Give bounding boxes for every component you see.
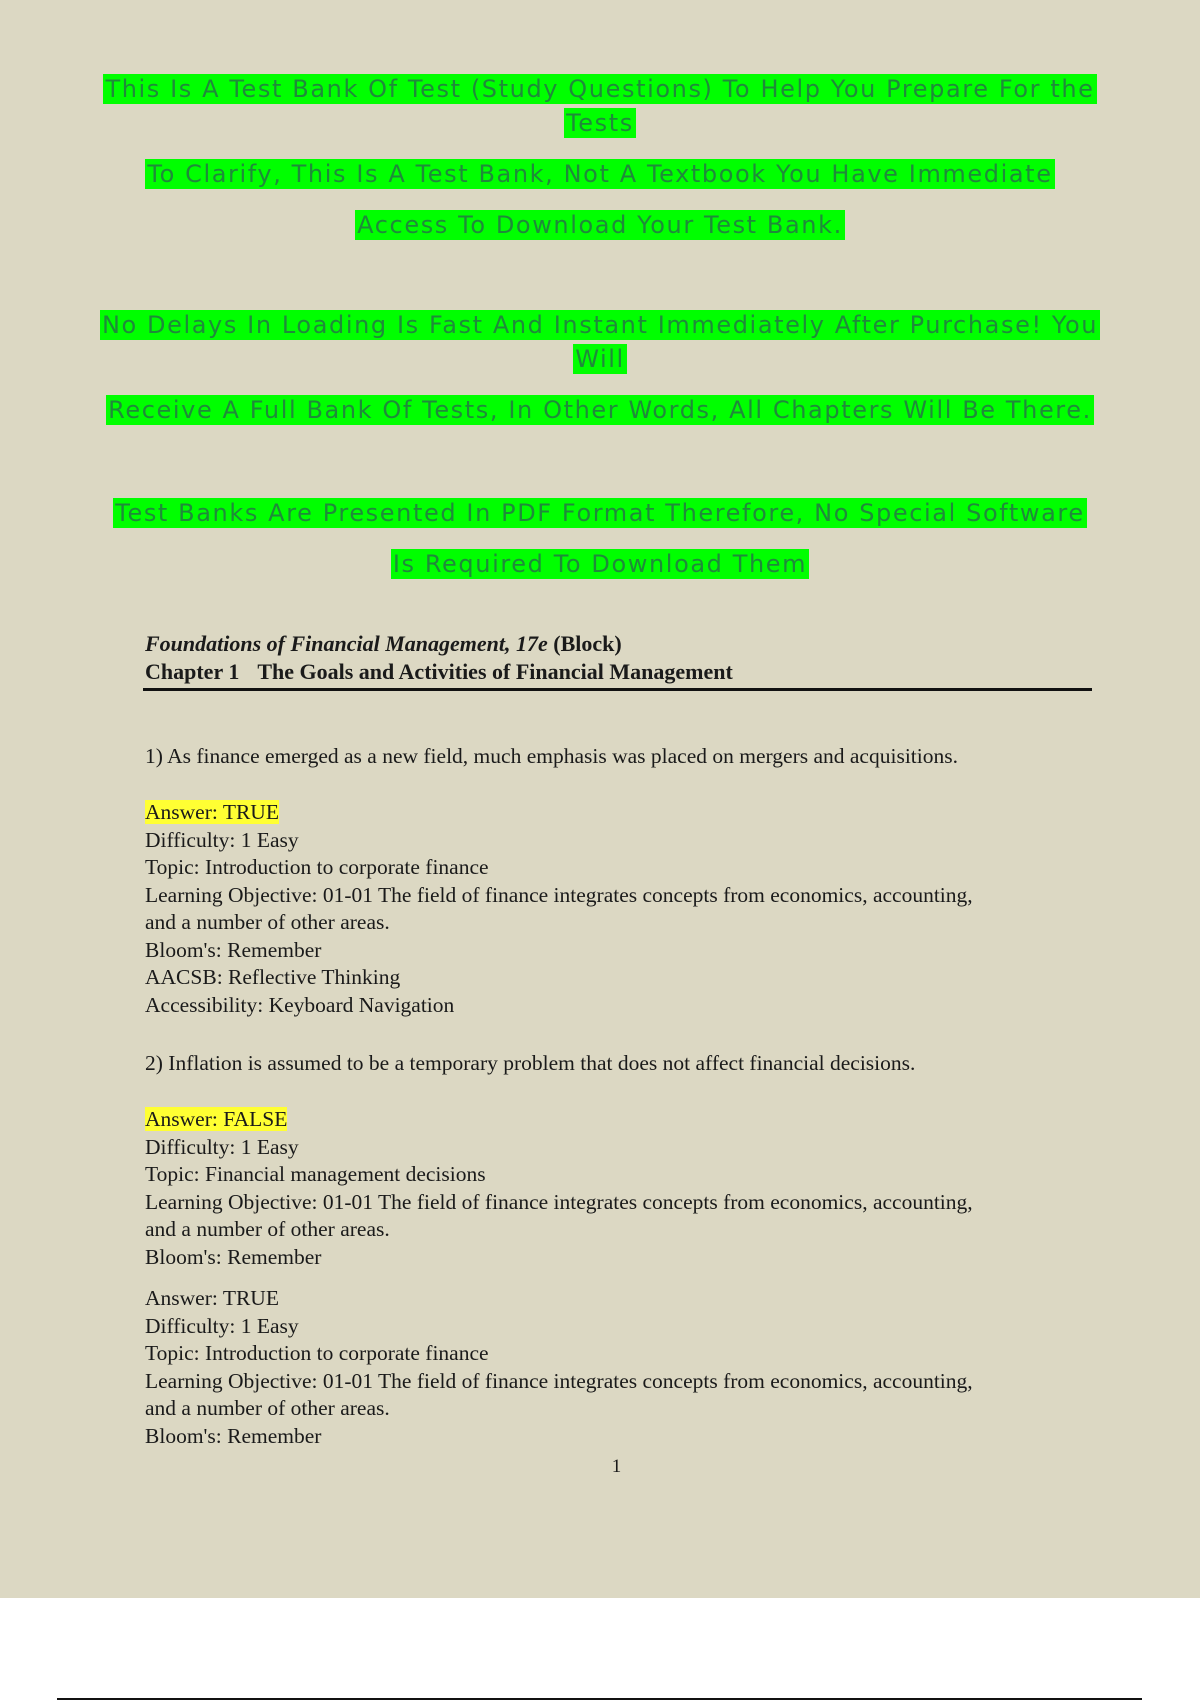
question-1 (145, 743, 1093, 771)
blooms: Bloom's: Remember (145, 937, 322, 962)
page-number: 1 (611, 1456, 622, 1477)
promo-line-5b: Is Required To Download Them (392, 550, 808, 578)
accessibility: Accessibility: Keyboard Navigation (145, 992, 455, 1017)
topic: Topic: Introduction to corporate finance (145, 1341, 489, 1365)
learning-objective-cont: and a number of other areas. (145, 1396, 390, 1420)
difficulty: Difficulty: 1 Easy (145, 827, 299, 852)
question-text: 2) Inflation is assumed to be a temporary problem that does not affect financial decisions. (145, 1051, 916, 1075)
learning-objective-cont: and a number of other areas. (145, 1217, 390, 1241)
promo-line-2b: Access To Download Your Test Bank. (357, 211, 843, 239)
learning-objective: Learning Objective: 01-01 The field of finance integrates concepts from economics, accounting, (145, 882, 973, 907)
question-text: 1) As finance emerged as a new field, much emphasis was placed on mergers and acquisitions. (145, 744, 958, 768)
promo-line-3b: Will (575, 345, 625, 373)
question-2-meta (145, 1106, 1093, 1271)
answer-label: Answer: FALSE (145, 1107, 288, 1131)
promo-line-5a: Test Banks Are Presented In PDF Format Therefore, No Special Software (115, 499, 1085, 527)
topic: Topic: Financial management decisions (145, 1162, 486, 1186)
blooms: Bloom's: Remember (145, 1423, 322, 1448)
book-header (145, 630, 1093, 685)
learning-objective: Learning Objective: 01-01 The field of finance integrates concepts from economics, accounting, (145, 1368, 973, 1393)
promo-line-1b: Tests (566, 109, 634, 137)
chapter-heading: Chapter 1 The Goals and Activities of Financial Management (145, 658, 733, 684)
header-divider (143, 688, 1092, 691)
learning-objective-cont: and a number of other areas. (145, 910, 390, 934)
question-1-meta (145, 799, 1093, 1019)
learning-objective: Learning Objective: 01-01 The field of finance integrates concepts from economics, accounting, (145, 1189, 973, 1214)
promo-line-1a: This Is A Test Bank Of Test (Study Questions) To Help You Prepare For the (105, 75, 1095, 103)
book-title: Foundations of Financial Management, 17e (Block) (145, 631, 622, 656)
answer-block-extra (145, 1285, 1093, 1450)
topic: Topic: Introduction to corporate finance (145, 855, 489, 879)
blooms: Bloom's: Remember (145, 1244, 322, 1269)
answer-label: Answer: TRUE (145, 1286, 279, 1310)
difficulty: Difficulty: 1 Easy (145, 1313, 299, 1338)
promo-line-3a: No Delays In Loading Is Fast And Instant Immediately After Purchase! You (101, 311, 1099, 339)
promo-line-2a: To Clarify, This Is A Test Bank, Not A Textbook You Have Immediate (147, 160, 1053, 188)
difficulty: Difficulty: 1 Easy (145, 1134, 299, 1159)
question-2 (145, 1050, 1093, 1078)
aacsb: AACSB: Reflective Thinking (145, 965, 401, 989)
promo-line-4: Receive A Full Bank Of Tests, In Other Words, All Chapters Will Be There. (108, 396, 1092, 424)
answer-label: Answer: TRUE (145, 800, 279, 824)
